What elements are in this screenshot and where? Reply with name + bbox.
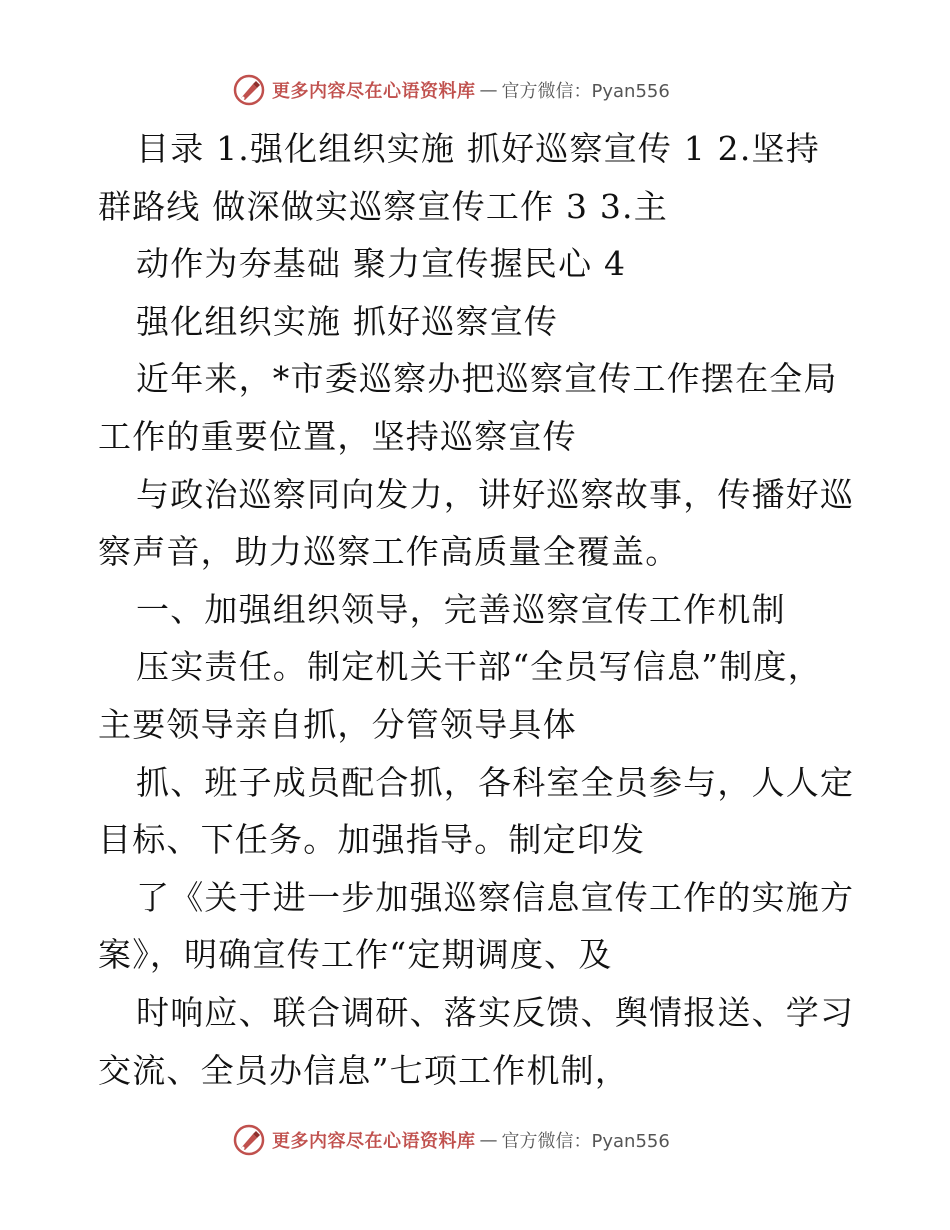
- text-line: 时响应、联合调研、落实反馈、舆情报送、学习: [136, 992, 855, 1032]
- text-line: 抓、班子成员配合抓，各科室全员参与，人人定: [136, 762, 855, 802]
- watermark-contact: 官方微信：Pyan556: [501, 1131, 670, 1152]
- text-line: 工作的重要位置，坚持巡察宣传: [98, 416, 577, 456]
- header-watermark: [232, 70, 670, 110]
- text-line: 察声音，助力巡察工作高质量全覆盖。: [98, 532, 680, 572]
- text-line: 动作为夯基础 聚力宣传握民心 4: [136, 244, 627, 284]
- watermark-brand: 更多内容尽在心语资料库: [272, 81, 476, 102]
- document-body: [98, 120, 858, 1099]
- pen-logo-icon: [232, 1123, 266, 1157]
- text-line: 目标、下任务。加强指导。制定印发: [98, 820, 646, 860]
- watermark-contact: 官方微信：Pyan556: [501, 81, 670, 102]
- text-line: 群路线 做深做实巡察宣传工作 3 3.主: [98, 186, 668, 226]
- text-line: 近年来，*市委巡察办把巡察宣传工作摆在全局: [136, 359, 838, 399]
- text-line: 主要领导亲自抓，分管领导具体: [98, 704, 577, 744]
- text-line: 压实责任。制定机关干部“全员写信息”制度，: [136, 647, 822, 687]
- text-line: 与政治巡察同向发力，讲好巡察故事，传播好巡: [136, 474, 855, 514]
- watermark-dash: —: [479, 79, 498, 101]
- watermark-brand: 更多内容尽在心语资料库: [272, 1131, 476, 1152]
- text-line: 交流、全员办信息”七项工作机制，: [98, 1050, 630, 1090]
- footer-watermark: [232, 1120, 670, 1160]
- text-line: 目录 1.强化组织实施 抓好巡察宣传 1 2.坚持: [136, 129, 820, 168]
- text-line: 一、加强组织领导，完善巡察宣传工作机制: [136, 589, 786, 629]
- pen-logo-icon: [232, 73, 266, 107]
- text-line: 了《关于进一步加强巡察信息宣传工作的实施方: [136, 877, 855, 917]
- watermark-dash: —: [479, 1129, 498, 1151]
- text-line: 案》，明确宣传工作“定期调度、及: [98, 935, 613, 975]
- text-line: 强化组织实施 抓好巡察宣传: [136, 301, 559, 341]
